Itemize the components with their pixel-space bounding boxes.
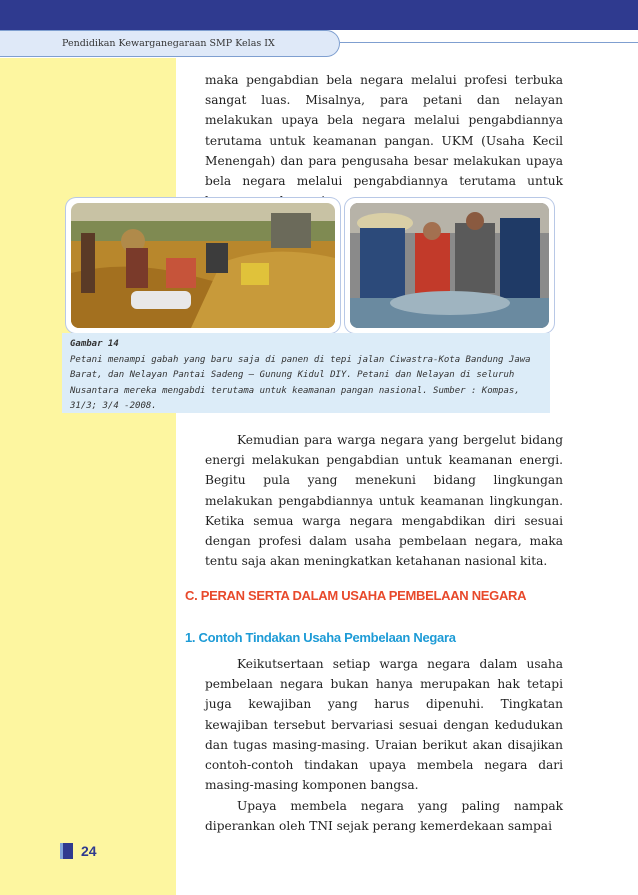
body-paragraph-4: Upaya membela negara yang paling nampak diperankan oleh TNI sejak perang kemerdekaan sampai (205, 799, 563, 834)
left-margin-strip (0, 58, 176, 895)
running-header-title: Pendidikan Kewarganegaraan SMP Kelas IX (62, 38, 275, 49)
photo-fishermen (345, 198, 554, 333)
photo-farmers (66, 198, 340, 333)
page-number-marker (60, 843, 73, 859)
figure-caption (62, 333, 550, 413)
figure-caption-text: Petani menampi gabah yang baru saja di panen di tepi jalan Ciwastra-Kota Bandung Jawa Barat, dan Nelayan Pantai Sadeng – Gunung Kidul DIY. Petani dan Nelayan di seluruh Nusantara mereka mengabdi terutama untuk keamanan pangan nasional. Sumber : Kompas, 31/3; 3/4 -2008. (70, 354, 531, 411)
body-paragraph-1: maka pengabdian bela negara melalui profesi terbuka sangat luas. Misalnya, para petani dan nelayan melakukan upaya bela negara melalui pengabdiannya terutama untuk keamanan pangan. UKM (Usaha Kecil Menengah) dan para pengusaha besar melakukan upaya bela negara melalui pengabdiannya terutama untuk (205, 73, 563, 189)
figure-label: Gambar 14 (70, 339, 119, 349)
header-rule (340, 42, 638, 43)
section-heading-c: C. PERAN SERTA DALAM USAHA PEMBELAAN NEGARA (185, 588, 527, 603)
subsection-heading-1: 1. Contoh Tindakan Usaha Pembelaan Negara (185, 630, 456, 645)
running-header (0, 30, 340, 57)
fishermen-image (350, 203, 549, 328)
body-paragraph-2: Kemudian para warga negara yang bergelut bidang energi melakukan pengabdian untuk keamanan energi. Begitu pula yang menekuni bidang lingkungan melakukan pengabdiannya untuk keamanan lingkungan. Ketika semua warga negara mengabdikan diri sesuai dengan profesi dalam usaha pembelaan negara, maka tentu saja akan meningkatkan ketahanan nasional kita. (205, 433, 563, 569)
page-number-text: 24 (81, 843, 97, 859)
page-number (60, 842, 97, 860)
farmers-image (71, 203, 335, 328)
top-band (0, 0, 638, 30)
body-paragraph-3: Keikutsertaan setiap warga negara dalam usaha pembelaan negara bukan hanya merupakan hak tetapi juga kewajiban yang harus dipenuhi. Tingkatan kewajiban tersebut bervariasi sesuai dengan kedudukan dan tugas masing-masing. Uraian berikut akan disajikan contoh-contoh tindakan upaya membela negara dari masing-masing komponen bangsa. (205, 657, 563, 793)
